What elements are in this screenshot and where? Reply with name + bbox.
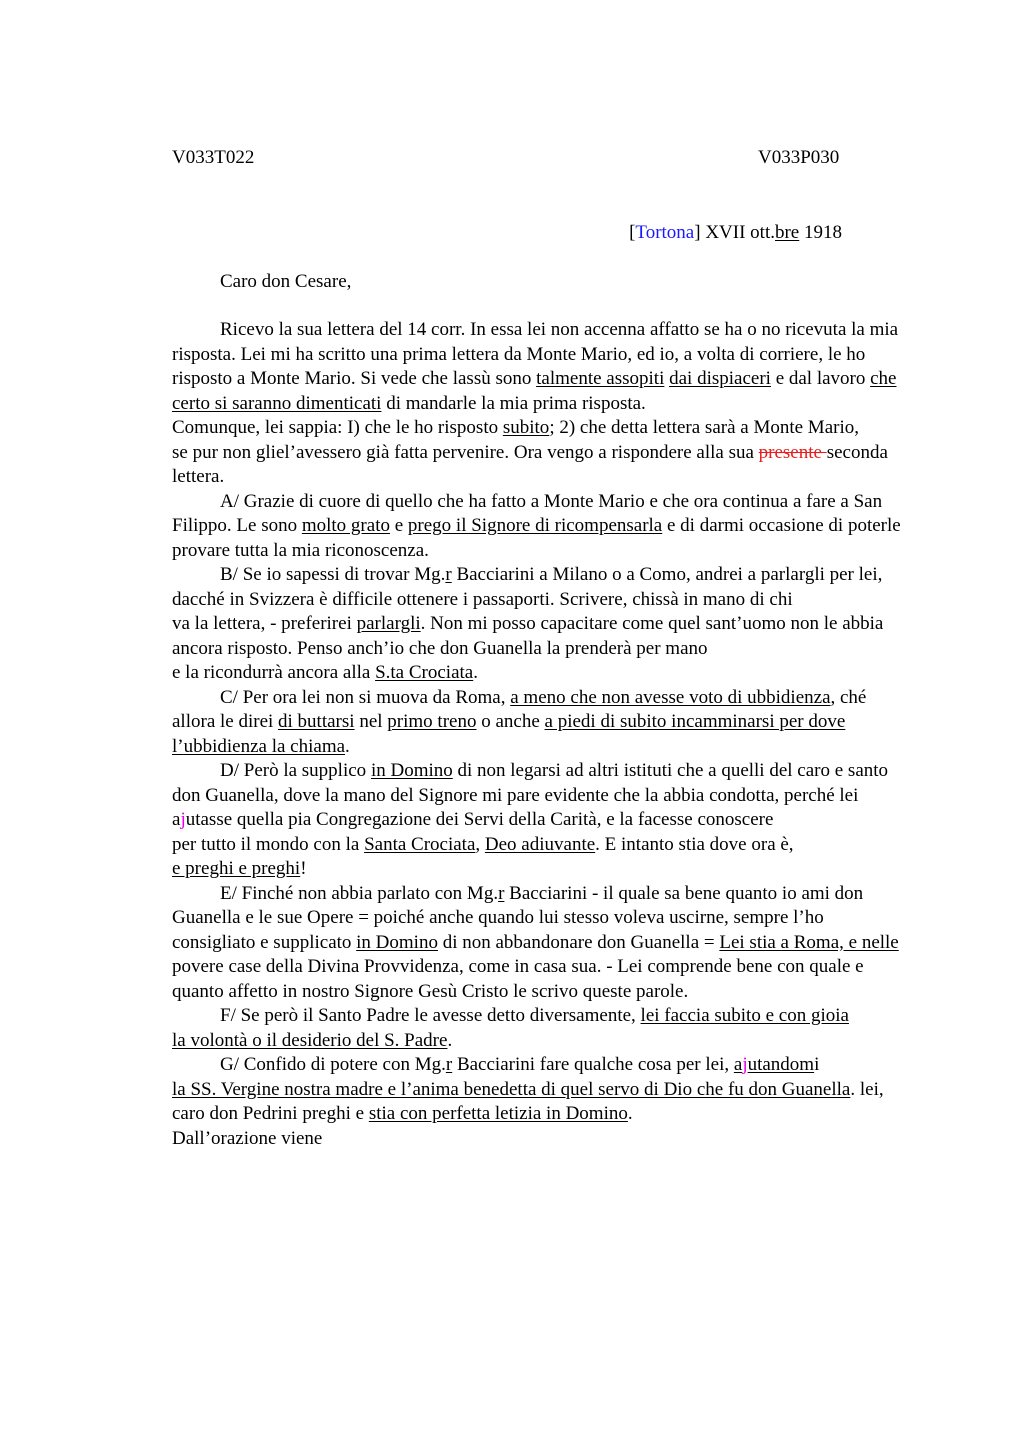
text: seconda lettera. [172, 441, 888, 487]
text: . [627, 1103, 633, 1124]
text: Bacciarini - il quale sa bene quanto io ami don Guanella e le sue Opere = poiché anche quando lui stesso voleva uscirne, sempre l’ho consigliato e supplicato [172, 882, 864, 953]
text: G/ Confido di potere con Mg. [220, 1054, 446, 1075]
underlined-text: prego il Signore di ricompensarla [407, 515, 663, 536]
underlined-text: stia con perfetta letizia in Domino [368, 1103, 628, 1124]
text: povere case della Divina Provvidenza, come in casa sua. - Lei comprende bene con quale e quanto affetto in nostro Signore Gesù Cristo le scrivo queste parole. [172, 956, 864, 1002]
paragraph-b-end [172, 661, 907, 686]
highlighted-letter-j: j [180, 809, 186, 830]
text: , [475, 833, 485, 855]
text: per tutto il mondo con la [172, 833, 365, 855]
text: i [814, 1054, 820, 1075]
paragraph-se-pur [172, 441, 907, 490]
underlined-text: Deo adiuvante [484, 833, 596, 855]
underlined-text: a meno che non avesse voto di ubbidienza [510, 686, 831, 708]
paragraph-d-continued [172, 833, 907, 858]
text: F/ Se però il Santo Padre le avesse detto diversamente, [220, 1005, 641, 1026]
text: ! [300, 858, 307, 879]
text: Ricevo la sua lettera del 14 corr. In essa lei non accenna affatto se ha o no ricevuta la mia risposta. Lei mi ha scritto una prima lettera da Monte Mario, ed io, a volta di corriere, le ho risposto a Monte Mario. Si vede che lassù sono [172, 319, 899, 389]
text: Dall’orazione viene [172, 1127, 323, 1149]
letter-body [172, 318, 907, 1151]
date-year: 1918 [799, 222, 842, 243]
text: Bacciarini fare qualche cosa per lei, [452, 1054, 734, 1075]
text: utasse quella pia Congregazione dei Servi della Carità, e la facesse conoscere [185, 809, 774, 830]
paragraph-f-end [172, 1029, 907, 1054]
text: C/ Per ora lei non si muova da Roma, [220, 686, 511, 708]
paragraph-g-continued [172, 1078, 907, 1127]
underlined-text: che certo si saranno dimenticati [172, 368, 897, 414]
underlined-text: in Domino [356, 931, 438, 953]
text: . Non mi posso capacitare come quel sant’uomo non le abbia ancora risposto. Penso anch’io che don Guanella la prenderà per mano [172, 613, 884, 659]
paragraph-a [172, 490, 907, 564]
paragraph-b-continued [172, 612, 907, 661]
underlined-text: S.ta Crociata [375, 662, 474, 683]
underlined-text: e preghi e preghi [172, 858, 301, 879]
text: se pur non gliel’avessero già fatta pervenire. Ora vengo a rispondere alla sua [172, 441, 759, 463]
text: e dal lavoro [770, 368, 871, 389]
text: e la ricondurrà ancora alla [172, 662, 376, 683]
text: nel [354, 711, 388, 732]
text: Comunque, lei sappia: I) che le ho risposto [172, 417, 503, 438]
paragraph-comunque [172, 416, 907, 441]
paragraph-intro [172, 318, 907, 416]
paragraph-e [172, 882, 907, 1005]
paragraph-g [172, 1053, 907, 1078]
underlined-text: Santa Crociata [364, 833, 476, 855]
salutation: Caro don Cesare, [220, 271, 352, 292]
paragraph-c [172, 686, 907, 760]
text: Bacciarini a Milano o a Como, andrei a parlargli per lei, dacché in Svizzera è difficile ottenere i passaporti. Scrivere, chissà in mano di chi [172, 564, 883, 610]
text: D/ Però la supplico [220, 760, 371, 781]
date-day-month: ] XVII ott. [694, 222, 775, 243]
text: , ché allora le direi [172, 686, 867, 732]
text: e [389, 515, 408, 536]
underlined-text: primo treno [387, 711, 477, 732]
text: e di darmi occasione di poterle provare tutta la mia riconoscenza. [172, 515, 901, 561]
paragraph-d-end [172, 857, 907, 882]
dateline [629, 221, 842, 245]
text: di non legarsi ad altri istituti che a quelli del caro e santo don Guanella, dove la mano del Signore mi pare evidente che la abbia condotta, perché lei a [172, 760, 889, 830]
paragraph-g-end [172, 1127, 907, 1152]
paragraph-d [172, 759, 907, 833]
text: . [473, 662, 478, 683]
text: B/ Se io sapessi di trovar Mg. [220, 564, 446, 585]
underlined-text: ubbidienza la chiama [183, 735, 346, 757]
superscript-r: r [445, 564, 452, 585]
text: ; 2) che detta lettera sarà a Monte Mario, [549, 417, 859, 438]
paragraph-b [172, 563, 907, 612]
text: di mandarle la mia prima risposta. [381, 392, 646, 414]
month-abbr: bre [774, 222, 800, 243]
superscript-r: r [445, 1054, 453, 1075]
highlighted-letter-j: j [742, 1054, 748, 1075]
document-code-right: V033P030 [758, 147, 840, 168]
underlined-text: parlargli [356, 613, 421, 634]
underlined-text: la volontà o il desiderio del S. Padre [172, 1029, 448, 1051]
underlined-text: a piedi di subito incamminarsi per dove l’ [172, 711, 846, 757]
document-code-left: V033T022 [172, 147, 255, 168]
underlined-text: in Domino [370, 760, 453, 781]
text: o anche [476, 711, 545, 732]
underlined-text: dai dispiaceri [669, 368, 771, 389]
text: . [447, 1029, 453, 1051]
text: A/ Grazie di cuore di quello che ha fatto a Monte Mario e che ora continua a fare a San Filippo. Le sono [172, 490, 883, 536]
text: . E intanto stia dove ora è, [595, 833, 794, 855]
paragraph-f [172, 1004, 907, 1029]
place-name: Tortona [635, 222, 695, 243]
underlined-text: subito [502, 417, 550, 438]
bracket-open: [ [629, 222, 636, 243]
underlined-text: a [733, 1054, 743, 1075]
underlined-text: Lei stia a Roma, e nelle [719, 931, 899, 953]
text: E/ Finché non abbia parlato con Mg. [220, 882, 499, 904]
text: di non abbandonare don Guanella = [437, 931, 720, 953]
underlined-text: lei faccia subito e con gioia [640, 1005, 849, 1026]
underlined-text: molto grato [301, 515, 390, 536]
underlined-text: di buttarsi [278, 711, 355, 732]
text: . [345, 735, 350, 757]
underlined-text: la SS. Vergine nostra madre e l’anima benedetta di quel servo di Dio che fu don Guanella [172, 1078, 851, 1100]
underlined-text: talmente assopiti [536, 368, 665, 389]
text: va la lettera, - preferirei [172, 613, 357, 634]
deleted-text: presente [758, 441, 827, 463]
text: . lei, caro don Pedrini preghi e [172, 1078, 884, 1124]
superscript-r: r [498, 882, 505, 904]
underlined-text: utandom [747, 1054, 815, 1075]
